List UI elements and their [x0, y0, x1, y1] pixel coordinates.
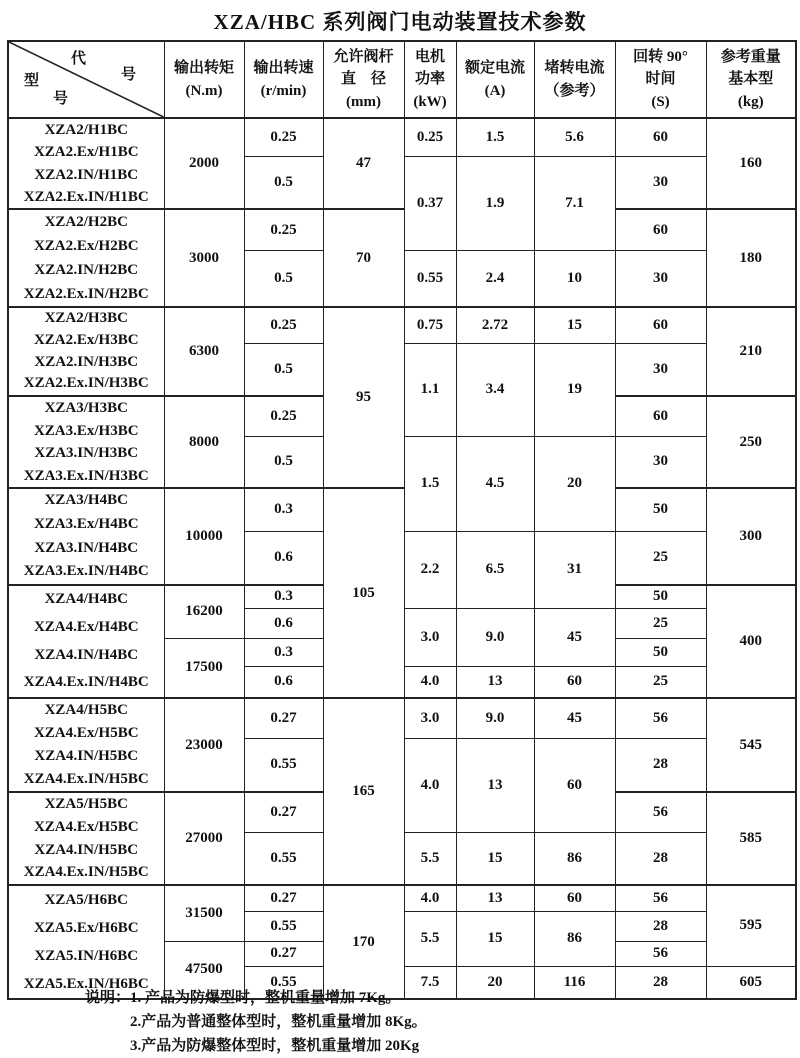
model-name: XZA4.Ex/H5BC: [33, 818, 139, 835]
cell-weight: 250: [706, 396, 796, 488]
cell-speed: 0.5: [244, 251, 323, 307]
model-name: XZA5/H6BC: [44, 892, 128, 908]
cell-rotation-time: 28: [615, 911, 706, 941]
cell-speed: 0.55: [244, 833, 323, 885]
header-line: 回转 90°: [633, 48, 688, 65]
cell-stall-current: 60: [534, 666, 615, 698]
header-line: 允许阀杆: [333, 48, 394, 65]
cell-rotation-time: 60: [615, 396, 706, 436]
cell-stall-current: 7.1: [534, 156, 615, 251]
cell-speed: 0.27: [244, 885, 323, 911]
cell-model: [8, 585, 164, 698]
cell-speed: 0.27: [244, 941, 323, 966]
cell-rotation-time: 30: [615, 156, 706, 209]
cell-model: [8, 792, 164, 885]
cell-motor-power: 3.0: [404, 698, 456, 738]
cell-stall-current: 86: [534, 833, 615, 885]
header-model-char-2: 号: [53, 91, 69, 107]
header-line: (N.m): [185, 82, 223, 99]
cell-rated-current: 9.0: [456, 698, 534, 738]
model-name: XZA3/H4BC: [44, 492, 128, 508]
model-name: XZA5.IN/H6BC: [34, 948, 139, 964]
model-name: XZA4/H4BC: [44, 591, 128, 607]
model-name: XZA3.Ex.IN/H4BC: [23, 563, 149, 580]
cell-rotation-time: 30: [615, 251, 706, 307]
cell-stall-current: 60: [534, 738, 615, 833]
model-name: XZA3.Ex.IN/H3BC: [23, 467, 149, 484]
header-line: 输出转速: [253, 60, 314, 76]
cell-stall-current: 60: [534, 885, 615, 911]
cell-model: [8, 488, 164, 585]
cell-rotation-time: 50: [615, 488, 706, 531]
header-line: 参考重量: [720, 48, 781, 65]
spec-table-body: [8, 118, 796, 999]
cell-speed: 0.25: [244, 118, 323, 156]
cell-model: [8, 118, 164, 209]
model-name: XZA2.Ex.IN/H2BC: [23, 286, 149, 302]
model-name: XZA2.IN/H1BC: [34, 166, 139, 183]
cell-rotation-time: 60: [615, 307, 706, 343]
cell-rated-current: 9.0: [456, 608, 534, 666]
cell-weight: 585: [706, 792, 796, 885]
spec-table: [7, 40, 797, 1000]
cell-stem-diameter: 47: [323, 118, 404, 209]
cell-motor-power: 4.0: [404, 885, 456, 911]
cell-speed: 0.25: [244, 209, 323, 251]
model-name: XZA4.IN/H5BC: [34, 841, 139, 858]
header-code-char-1: 代: [71, 51, 87, 67]
cell-speed: 0.55: [244, 738, 323, 792]
table-row: [8, 698, 796, 738]
cell-stall-current: 31: [534, 531, 615, 608]
model-name: XZA3.Ex/H4BC: [33, 515, 139, 532]
header-line: 功率: [414, 71, 445, 88]
cell-rotation-time: 56: [615, 941, 706, 966]
cell-torque: 31500: [164, 885, 244, 941]
cell-speed: 0.55: [244, 966, 323, 999]
cell-rotation-time: 60: [615, 209, 706, 251]
header-motor-power: [404, 41, 456, 118]
cell-stall-current: 5.6: [534, 118, 615, 156]
cell-torque: 6300: [164, 307, 244, 396]
cell-speed: 0.6: [244, 608, 323, 638]
header-row: [8, 41, 796, 118]
header-line: 堵转电流: [544, 60, 605, 76]
cell-speed: 0.5: [244, 156, 323, 209]
cell-torque: 10000: [164, 488, 244, 585]
cell-model: [8, 209, 164, 307]
cell-rotation-time: 60: [615, 118, 706, 156]
cell-speed: 0.3: [244, 638, 323, 666]
cell-rotation-time: 50: [615, 638, 706, 666]
cell-weight: 300: [706, 488, 796, 585]
model-name: XZA4.Ex/H4BC: [33, 618, 139, 635]
cell-rotation-time: 25: [615, 666, 706, 698]
model-name: XZA2/H2BC: [44, 214, 128, 230]
cell-weight: 160: [706, 118, 796, 209]
cell-rotation-time: 56: [615, 885, 706, 911]
cell-rated-current: 20: [456, 966, 534, 999]
model-name: XZA2.Ex.IN/H1BC: [23, 188, 149, 205]
cell-speed: 0.25: [244, 307, 323, 343]
model-name: XZA2.Ex/H2BC: [33, 238, 139, 254]
cell-rated-current: 6.5: [456, 531, 534, 608]
cell-speed: 0.3: [244, 585, 323, 608]
model-name: XZA4.Ex/H5BC: [33, 725, 139, 741]
header-output-torque: [164, 41, 244, 118]
cell-speed: 0.3: [244, 488, 323, 531]
model-name: XZA3.IN/H3BC: [34, 445, 139, 461]
cell-model: [8, 885, 164, 999]
header-line: (S): [651, 93, 670, 110]
cell-stem-diameter: 95: [323, 307, 404, 488]
cell-torque: 16200: [164, 585, 244, 638]
cell-speed: 0.55: [244, 911, 323, 941]
cell-stem-diameter: 70: [323, 209, 404, 307]
cell-speed: 0.5: [244, 436, 323, 488]
model-name: XZA3.Ex/H3BC: [33, 422, 139, 439]
header-line: (r/min): [260, 82, 307, 99]
model-name: XZA2/H3BC: [44, 310, 128, 326]
cell-motor-power: 0.37: [404, 156, 456, 251]
header-output-speed: [244, 41, 323, 118]
model-name: XZA2.Ex/H3BC: [33, 331, 139, 348]
cell-rotation-time: 28: [615, 966, 706, 999]
table-row: [8, 307, 796, 343]
cell-model: [8, 396, 164, 488]
cell-weight: 180: [706, 209, 796, 307]
cell-rated-current: 13: [456, 666, 534, 698]
notes-label: 说明：: [85, 990, 131, 1006]
cell-rotation-time: 50: [615, 585, 706, 608]
header-line: 输出转矩: [173, 60, 234, 76]
cell-rotation-time: 25: [615, 531, 706, 585]
cell-speed: 0.27: [244, 698, 323, 738]
cell-torque: 23000: [164, 698, 244, 792]
header-line: (kg): [737, 93, 764, 110]
cell-weight: 545: [706, 698, 796, 792]
header-model-char-1: 型: [24, 73, 40, 89]
cell-weight: 400: [706, 585, 796, 698]
cell-rated-current: 1.5: [456, 118, 534, 156]
cell-motor-power: 7.5: [404, 966, 456, 999]
cell-motor-power: 1.5: [404, 436, 456, 531]
table-row: [8, 118, 796, 156]
cell-stall-current: 116: [534, 966, 615, 999]
cell-torque: 8000: [164, 396, 244, 488]
cell-speed: 0.25: [244, 396, 323, 436]
header-line: (mm): [346, 93, 381, 110]
cell-speed: 0.5: [244, 343, 323, 396]
cell-weight: 595: [706, 885, 796, 966]
header-weight: [706, 41, 796, 118]
cell-rotation-time: 30: [615, 343, 706, 396]
cell-rated-current: 15: [456, 833, 534, 885]
header-stem-diameter: [323, 41, 404, 118]
header-code-char-2: 号: [121, 67, 137, 83]
cell-rated-current: 13: [456, 885, 534, 911]
header-line: （参考）: [544, 82, 605, 99]
page-title: XZA/HBC 系列阀门电动装置技术参数: [213, 10, 587, 34]
cell-rotation-time: 56: [615, 792, 706, 833]
cell-motor-power: 1.1: [404, 343, 456, 436]
model-name: XZA4.Ex.IN/H5BC: [23, 771, 149, 787]
cell-speed: 0.6: [244, 531, 323, 585]
model-name: XZA5/H5BC: [44, 796, 128, 812]
header-stall-current: [534, 41, 615, 118]
cell-motor-power: 0.25: [404, 118, 456, 156]
cell-torque: 2000: [164, 118, 244, 209]
cell-model: [8, 698, 164, 792]
cell-stall-current: 45: [534, 608, 615, 666]
cell-rated-current: 1.9: [456, 156, 534, 251]
model-name: XZA3/H3BC: [44, 400, 128, 416]
cell-stall-current: 86: [534, 911, 615, 966]
table-row: [8, 885, 796, 911]
cell-rotation-time: 30: [615, 436, 706, 488]
model-name: XZA2/H1BC: [44, 122, 128, 138]
cell-stall-current: 19: [534, 343, 615, 436]
table-row: [8, 488, 796, 531]
cell-speed: 0.27: [244, 792, 323, 833]
header-line: (kW): [413, 93, 447, 110]
header-rated-current: [456, 41, 534, 118]
cell-weight: 210: [706, 307, 796, 396]
cell-rated-current: 4.5: [456, 436, 534, 531]
model-name: XZA2.IN/H2BC: [34, 262, 139, 278]
notes: [0, 986, 800, 1058]
table-row: [8, 209, 796, 251]
cell-motor-power: 4.0: [404, 666, 456, 698]
cell-rotation-time: 28: [615, 833, 706, 885]
model-name: XZA5.Ex.IN/H6BC: [23, 976, 149, 992]
header-rotation-time: [615, 41, 706, 118]
cell-stem-diameter: 105: [323, 488, 404, 698]
model-name: XZA4.Ex.IN/H5BC: [23, 864, 149, 881]
model-name: XZA4.Ex.IN/H4BC: [23, 674, 149, 691]
cell-rotation-time: 56: [615, 698, 706, 738]
cell-torque: 3000: [164, 209, 244, 307]
model-name: XZA2.Ex/H1BC: [33, 144, 139, 161]
header-line: (A): [484, 82, 506, 99]
cell-weight: 605: [706, 966, 796, 999]
header-line: 基本型: [728, 71, 774, 88]
cell-rotation-time: 28: [615, 738, 706, 792]
cell-torque: 27000: [164, 792, 244, 885]
cell-motor-power: 0.75: [404, 307, 456, 343]
note-line-2: 2.产品为普通整体型时，整机重量增加 8Kg。: [130, 1014, 427, 1030]
cell-torque: 47500: [164, 941, 244, 999]
cell-motor-power: 5.5: [404, 911, 456, 966]
cell-stall-current: 45: [534, 698, 615, 738]
cell-speed: 0.6: [244, 666, 323, 698]
cell-rated-current: 3.4: [456, 343, 534, 436]
cell-stem-diameter: 170: [323, 885, 404, 999]
cell-torque: 17500: [164, 638, 244, 698]
note-item-1: 1. 产品为防爆型时，整机重量增加 7Kg。: [130, 990, 401, 1006]
cell-stall-current: 15: [534, 307, 615, 343]
cell-stall-current: 10: [534, 251, 615, 307]
cell-motor-power: 4.0: [404, 738, 456, 833]
cell-rotation-time: 25: [615, 608, 706, 638]
header-model-code: [8, 41, 164, 118]
cell-rated-current: 13: [456, 738, 534, 833]
cell-rated-current: 2.4: [456, 251, 534, 307]
header-line: 时间: [645, 71, 676, 88]
note-line-1: [0, 986, 800, 1010]
model-name: XZA4.IN/H5BC: [34, 748, 139, 764]
model-name: XZA5.Ex/H6BC: [33, 920, 139, 936]
cell-motor-power: 2.2: [404, 531, 456, 608]
model-name: XZA4.IN/H4BC: [34, 646, 139, 663]
model-name: XZA2.Ex.IN/H3BC: [23, 375, 149, 392]
cell-model: [8, 307, 164, 396]
model-name: XZA2.IN/H3BC: [34, 353, 139, 370]
cell-rated-current: 2.72: [456, 307, 534, 343]
cell-rated-current: 15: [456, 911, 534, 966]
model-name: XZA3.IN/H4BC: [34, 539, 139, 556]
cell-stall-current: 20: [534, 436, 615, 531]
header-line: 直 径: [340, 71, 386, 88]
note-line-3: 3.产品为防爆整体型时，整机重量增加 20Kg: [130, 1038, 420, 1054]
header-line: 电机: [414, 48, 445, 65]
cell-stem-diameter: 165: [323, 698, 404, 885]
cell-motor-power: 3.0: [404, 608, 456, 666]
cell-motor-power: 5.5: [404, 833, 456, 885]
cell-motor-power: 0.55: [404, 251, 456, 307]
header-line: 额定电流: [464, 60, 525, 76]
model-name: XZA4/H5BC: [44, 702, 128, 718]
